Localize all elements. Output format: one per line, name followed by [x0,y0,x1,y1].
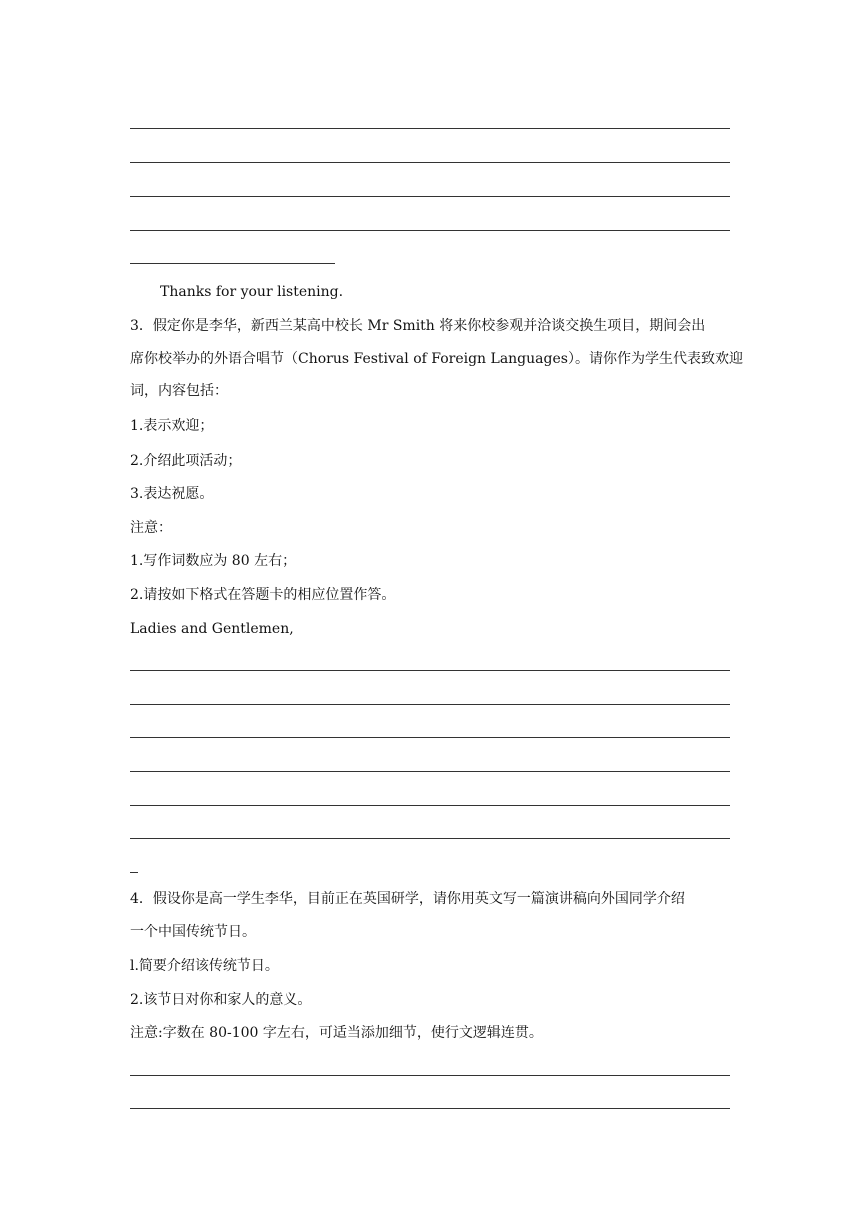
q4-prompt-line-2: 一个中国传统节日。 [130,924,256,940]
q3-note-2: 2.请按如下格式在答题卡的相应位置作答。 [130,587,396,603]
document-page [130,0,743,1216]
answer-line[interactable] [130,838,730,839]
q3-note-label: 注意： [130,520,172,536]
answer-line[interactable] [130,771,730,772]
q3-prompt-line-1: 3．假定你是李华，新西兰某高中校长 Mr Smith 将来你校参观并洽谈交换生项目，期间会出 [130,318,706,334]
answer-line[interactable] [130,704,730,705]
q3-prompt-line-3: 词，内容包括： [130,383,228,399]
answer-line[interactable] [130,737,730,738]
q4-item-1: l.简要介绍该传统节日。 [130,958,279,974]
answer-line[interactable] [130,1108,730,1109]
q4-prompt-line-1: 4．假设你是高一学生李华，目前正在英国研学，请你用英文写一篇演讲稿向外国同学介绍 [130,891,685,907]
answer-line[interactable] [130,128,730,129]
q4-item-2: 2.该节日对你和家人的意义。 [130,992,312,1008]
q3-item-2: 2.介绍此项活动； [130,453,242,469]
q4-note: 注意:字数在 80-100 字左右，可适当添加细节，使行文逻辑连贯。 [130,1025,543,1041]
answer-line-short[interactable] [130,263,335,264]
q3-item-1: 1.表示欢迎； [130,418,214,434]
answer-line[interactable] [130,230,730,231]
q3-item-3: 3.表达祝愿。 [130,486,214,502]
answer-line-stub [130,872,138,873]
q3-salutation: Ladies and Gentlemen, [130,621,294,637]
q3-prompt-line-2: 席你校举办的外语合唱节（Chorus Festival of Foreign Languages）。请你作为学生代表致欢迎 [130,351,743,367]
answer-line[interactable] [130,805,730,806]
answer-line[interactable] [130,196,730,197]
answer-line[interactable] [130,670,730,671]
answer-line[interactable] [130,162,730,163]
q3-note-1: 1.写作词数应为 80 左右； [130,553,297,569]
closing-thanks: Thanks for your listening. [160,284,344,300]
answer-line[interactable] [130,1075,730,1076]
